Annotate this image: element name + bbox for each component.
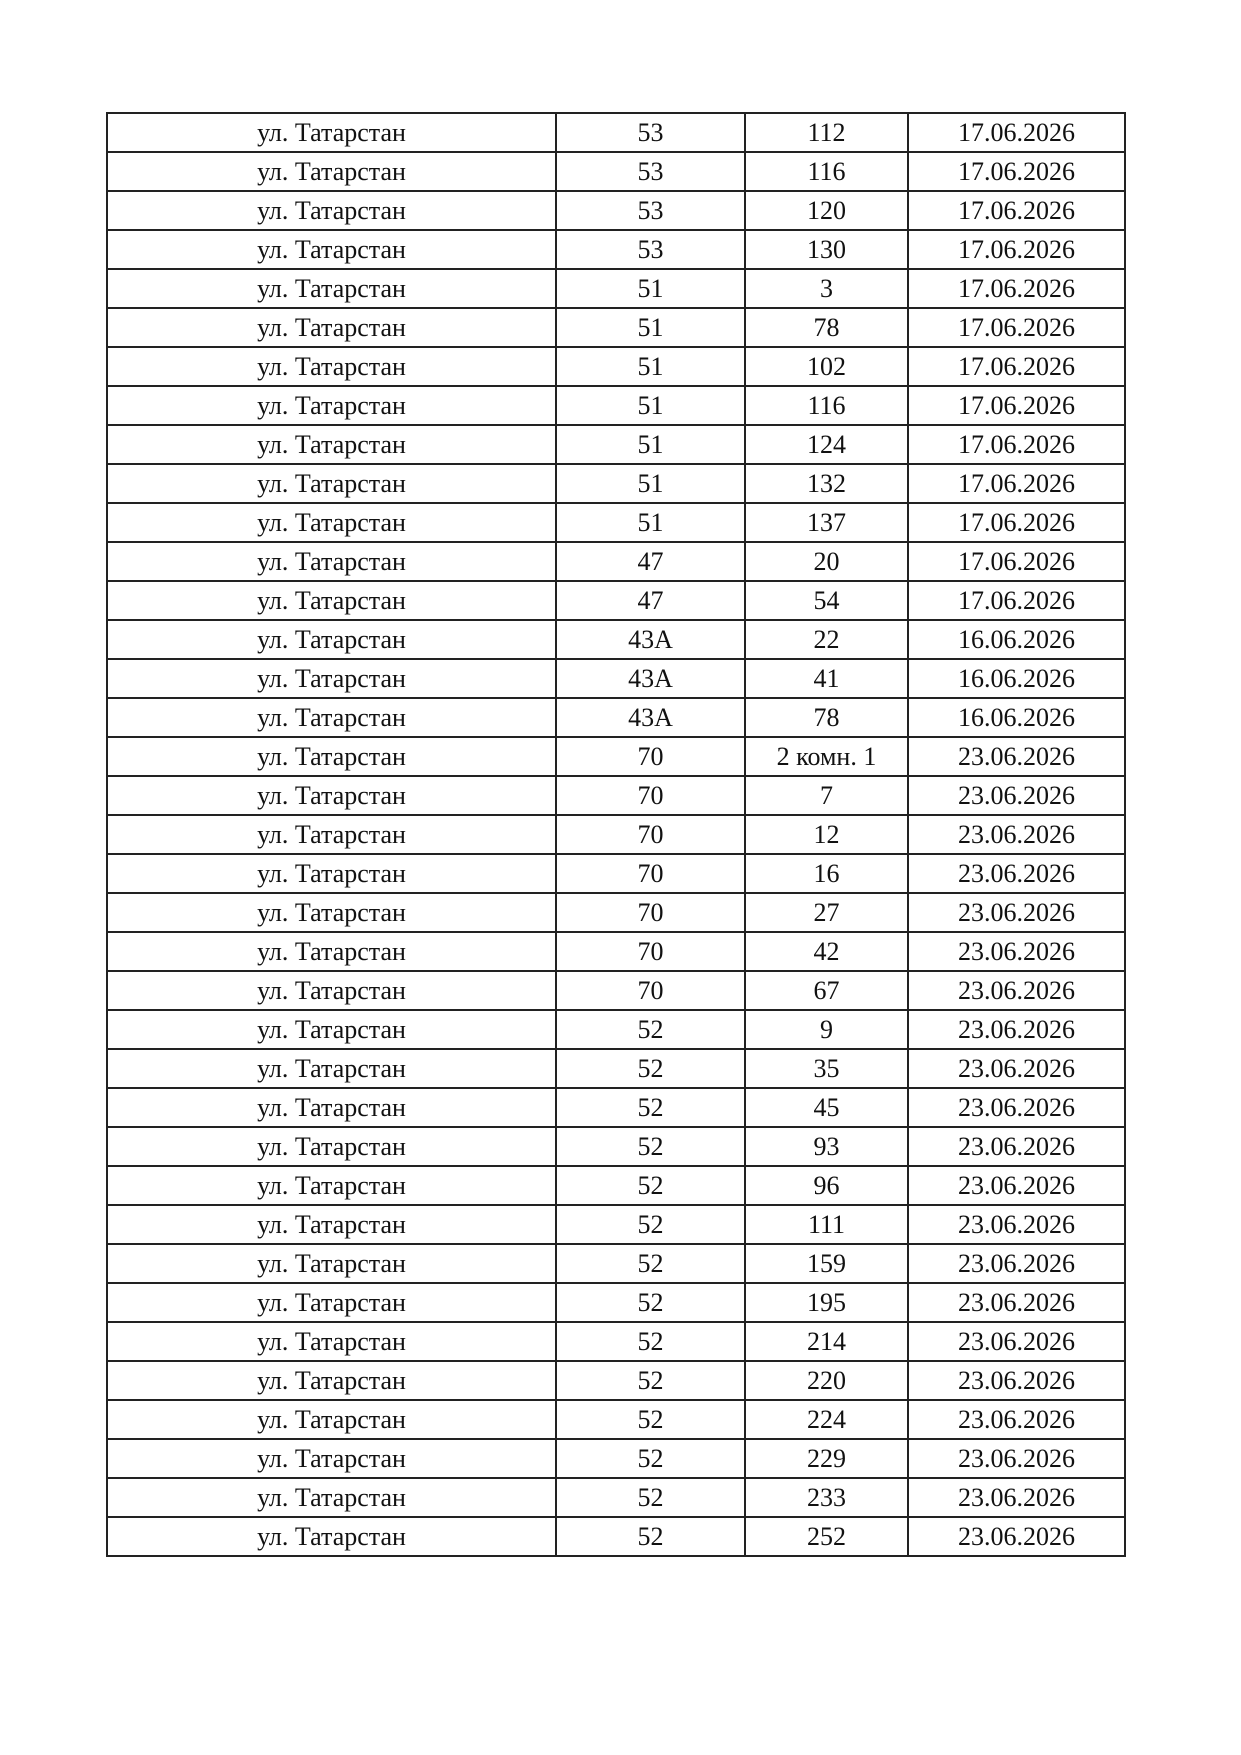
table-row xyxy=(107,191,1125,230)
house-number-cell: 52 xyxy=(556,1166,745,1205)
street-cell: ул. Татарстан xyxy=(107,854,556,893)
street-cell: ул. Татарстан xyxy=(107,230,556,269)
house-number-cell: 52 xyxy=(556,1478,745,1517)
apartment-cell: 116 xyxy=(745,386,908,425)
table-row xyxy=(107,581,1125,620)
street-cell: ул. Татарстан xyxy=(107,1010,556,1049)
house-number-cell: 51 xyxy=(556,269,745,308)
date-cell: 23.06.2026 xyxy=(908,854,1125,893)
apartment-cell: 132 xyxy=(745,464,908,503)
date-cell: 17.06.2026 xyxy=(908,425,1125,464)
apartment-cell: 159 xyxy=(745,1244,908,1283)
date-cell: 23.06.2026 xyxy=(908,1166,1125,1205)
street-cell: ул. Татарстан xyxy=(107,1517,556,1556)
table-row xyxy=(107,1361,1125,1400)
apartment-cell: 96 xyxy=(745,1166,908,1205)
table-row xyxy=(107,1517,1125,1556)
date-cell: 17.06.2026 xyxy=(908,347,1125,386)
street-cell: ул. Татарстан xyxy=(107,1400,556,1439)
table-row xyxy=(107,1283,1125,1322)
address-table-body xyxy=(107,113,1125,1556)
street-cell: ул. Татарстан xyxy=(107,269,556,308)
date-cell: 17.06.2026 xyxy=(908,191,1125,230)
apartment-cell: 229 xyxy=(745,1439,908,1478)
date-cell: 23.06.2026 xyxy=(908,971,1125,1010)
house-number-cell: 51 xyxy=(556,347,745,386)
house-number-cell: 52 xyxy=(556,1244,745,1283)
street-cell: ул. Татарстан xyxy=(107,1439,556,1478)
table-row xyxy=(107,1127,1125,1166)
house-number-cell: 53 xyxy=(556,113,745,152)
date-cell: 23.06.2026 xyxy=(908,1439,1125,1478)
apartment-cell: 45 xyxy=(745,1088,908,1127)
date-cell: 23.06.2026 xyxy=(908,1400,1125,1439)
table-row xyxy=(107,1478,1125,1517)
date-cell: 17.06.2026 xyxy=(908,230,1125,269)
house-number-cell: 51 xyxy=(556,425,745,464)
date-cell: 17.06.2026 xyxy=(908,113,1125,152)
house-number-cell: 52 xyxy=(556,1400,745,1439)
date-cell: 16.06.2026 xyxy=(908,620,1125,659)
street-cell: ул. Татарстан xyxy=(107,698,556,737)
street-cell: ул. Татарстан xyxy=(107,1283,556,1322)
apartment-cell: 93 xyxy=(745,1127,908,1166)
house-number-cell: 51 xyxy=(556,386,745,425)
apartment-cell: 12 xyxy=(745,815,908,854)
house-number-cell: 70 xyxy=(556,854,745,893)
table-row xyxy=(107,776,1125,815)
table-row xyxy=(107,698,1125,737)
street-cell: ул. Татарстан xyxy=(107,1361,556,1400)
table-row xyxy=(107,1010,1125,1049)
apartment-cell: 124 xyxy=(745,425,908,464)
table-row xyxy=(107,152,1125,191)
date-cell: 17.06.2026 xyxy=(908,269,1125,308)
house-number-cell: 70 xyxy=(556,932,745,971)
date-cell: 17.06.2026 xyxy=(908,386,1125,425)
apartment-cell: 22 xyxy=(745,620,908,659)
table-row xyxy=(107,1205,1125,1244)
table-row xyxy=(107,737,1125,776)
house-number-cell: 43А xyxy=(556,659,745,698)
apartment-cell: 252 xyxy=(745,1517,908,1556)
street-cell: ул. Татарстан xyxy=(107,893,556,932)
table-row xyxy=(107,1439,1125,1478)
house-number-cell: 70 xyxy=(556,737,745,776)
house-number-cell: 52 xyxy=(556,1439,745,1478)
date-cell: 23.06.2026 xyxy=(908,1283,1125,1322)
date-cell: 17.06.2026 xyxy=(908,542,1125,581)
house-number-cell: 52 xyxy=(556,1361,745,1400)
house-number-cell: 43А xyxy=(556,698,745,737)
apartment-cell: 27 xyxy=(745,893,908,932)
apartment-cell: 214 xyxy=(745,1322,908,1361)
street-cell: ул. Татарстан xyxy=(107,776,556,815)
street-cell: ул. Татарстан xyxy=(107,191,556,230)
table-row xyxy=(107,1088,1125,1127)
apartment-cell: 16 xyxy=(745,854,908,893)
street-cell: ул. Татарстан xyxy=(107,1322,556,1361)
table-row xyxy=(107,815,1125,854)
table-row xyxy=(107,659,1125,698)
date-cell: 17.06.2026 xyxy=(908,581,1125,620)
apartment-cell: 224 xyxy=(745,1400,908,1439)
house-number-cell: 53 xyxy=(556,191,745,230)
house-number-cell: 53 xyxy=(556,230,745,269)
table-row xyxy=(107,113,1125,152)
table-row xyxy=(107,971,1125,1010)
apartment-cell: 2 комн. 1 xyxy=(745,737,908,776)
date-cell: 17.06.2026 xyxy=(908,464,1125,503)
apartment-cell: 120 xyxy=(745,191,908,230)
apartment-cell: 111 xyxy=(745,1205,908,1244)
apartment-cell: 102 xyxy=(745,347,908,386)
date-cell: 23.06.2026 xyxy=(908,932,1125,971)
date-cell: 23.06.2026 xyxy=(908,776,1125,815)
table-row xyxy=(107,893,1125,932)
date-cell: 23.06.2026 xyxy=(908,1010,1125,1049)
apartment-cell: 78 xyxy=(745,308,908,347)
apartment-cell: 67 xyxy=(745,971,908,1010)
apartment-cell: 3 xyxy=(745,269,908,308)
date-cell: 23.06.2026 xyxy=(908,1322,1125,1361)
street-cell: ул. Татарстан xyxy=(107,932,556,971)
street-cell: ул. Татарстан xyxy=(107,815,556,854)
street-cell: ул. Татарстан xyxy=(107,464,556,503)
street-cell: ул. Татарстан xyxy=(107,581,556,620)
house-number-cell: 70 xyxy=(556,971,745,1010)
date-cell: 17.06.2026 xyxy=(908,503,1125,542)
street-cell: ул. Татарстан xyxy=(107,659,556,698)
apartment-cell: 20 xyxy=(745,542,908,581)
street-cell: ул. Татарстан xyxy=(107,308,556,347)
house-number-cell: 53 xyxy=(556,152,745,191)
street-cell: ул. Татарстан xyxy=(107,737,556,776)
street-cell: ул. Татарстан xyxy=(107,113,556,152)
table-row xyxy=(107,269,1125,308)
street-cell: ул. Татарстан xyxy=(107,347,556,386)
street-cell: ул. Татарстан xyxy=(107,386,556,425)
table-row xyxy=(107,1400,1125,1439)
street-cell: ул. Татарстан xyxy=(107,503,556,542)
street-cell: ул. Татарстан xyxy=(107,152,556,191)
apartment-cell: 233 xyxy=(745,1478,908,1517)
house-number-cell: 52 xyxy=(556,1049,745,1088)
date-cell: 23.06.2026 xyxy=(908,1361,1125,1400)
apartment-cell: 220 xyxy=(745,1361,908,1400)
street-cell: ул. Татарстан xyxy=(107,1205,556,1244)
date-cell: 23.06.2026 xyxy=(908,815,1125,854)
street-cell: ул. Татарстан xyxy=(107,1244,556,1283)
house-number-cell: 47 xyxy=(556,581,745,620)
apartment-cell: 41 xyxy=(745,659,908,698)
table-row xyxy=(107,542,1125,581)
table-row xyxy=(107,308,1125,347)
street-cell: ул. Татарстан xyxy=(107,1127,556,1166)
table-row xyxy=(107,620,1125,659)
apartment-cell: 112 xyxy=(745,113,908,152)
house-number-cell: 51 xyxy=(556,503,745,542)
house-number-cell: 52 xyxy=(556,1205,745,1244)
apartment-cell: 9 xyxy=(745,1010,908,1049)
house-number-cell: 47 xyxy=(556,542,745,581)
table-row xyxy=(107,464,1125,503)
table-row xyxy=(107,425,1125,464)
apartment-cell: 137 xyxy=(745,503,908,542)
table-row xyxy=(107,1244,1125,1283)
apartment-cell: 116 xyxy=(745,152,908,191)
date-cell: 23.06.2026 xyxy=(908,1049,1125,1088)
house-number-cell: 52 xyxy=(556,1517,745,1556)
table-row xyxy=(107,1166,1125,1205)
house-number-cell: 52 xyxy=(556,1322,745,1361)
table-row xyxy=(107,1322,1125,1361)
date-cell: 16.06.2026 xyxy=(908,659,1125,698)
date-cell: 23.06.2026 xyxy=(908,1205,1125,1244)
table-row xyxy=(107,230,1125,269)
date-cell: 17.06.2026 xyxy=(908,308,1125,347)
date-cell: 23.06.2026 xyxy=(908,1088,1125,1127)
house-number-cell: 52 xyxy=(556,1010,745,1049)
street-cell: ул. Татарстан xyxy=(107,1088,556,1127)
table-row xyxy=(107,932,1125,971)
date-cell: 23.06.2026 xyxy=(908,1244,1125,1283)
street-cell: ул. Татарстан xyxy=(107,425,556,464)
table-row xyxy=(107,386,1125,425)
street-cell: ул. Татарстан xyxy=(107,1478,556,1517)
street-cell: ул. Татарстан xyxy=(107,1166,556,1205)
table-row xyxy=(107,347,1125,386)
house-number-cell: 43А xyxy=(556,620,745,659)
house-number-cell: 52 xyxy=(556,1283,745,1322)
table-row xyxy=(107,1049,1125,1088)
apartment-cell: 42 xyxy=(745,932,908,971)
street-cell: ул. Татарстан xyxy=(107,971,556,1010)
house-number-cell: 70 xyxy=(556,815,745,854)
address-table xyxy=(106,112,1126,1557)
house-number-cell: 51 xyxy=(556,464,745,503)
house-number-cell: 70 xyxy=(556,776,745,815)
date-cell: 17.06.2026 xyxy=(908,152,1125,191)
apartment-cell: 130 xyxy=(745,230,908,269)
house-number-cell: 52 xyxy=(556,1127,745,1166)
date-cell: 23.06.2026 xyxy=(908,1127,1125,1166)
apartment-cell: 7 xyxy=(745,776,908,815)
street-cell: ул. Татарстан xyxy=(107,542,556,581)
apartment-cell: 54 xyxy=(745,581,908,620)
house-number-cell: 51 xyxy=(556,308,745,347)
date-cell: 23.06.2026 xyxy=(908,893,1125,932)
table-row xyxy=(107,854,1125,893)
date-cell: 23.06.2026 xyxy=(908,737,1125,776)
date-cell: 23.06.2026 xyxy=(908,1478,1125,1517)
street-cell: ул. Татарстан xyxy=(107,620,556,659)
date-cell: 16.06.2026 xyxy=(908,698,1125,737)
date-cell: 23.06.2026 xyxy=(908,1517,1125,1556)
house-number-cell: 52 xyxy=(556,1088,745,1127)
apartment-cell: 35 xyxy=(745,1049,908,1088)
house-number-cell: 70 xyxy=(556,893,745,932)
table-row xyxy=(107,503,1125,542)
apartment-cell: 78 xyxy=(745,698,908,737)
street-cell: ул. Татарстан xyxy=(107,1049,556,1088)
apartment-cell: 195 xyxy=(745,1283,908,1322)
